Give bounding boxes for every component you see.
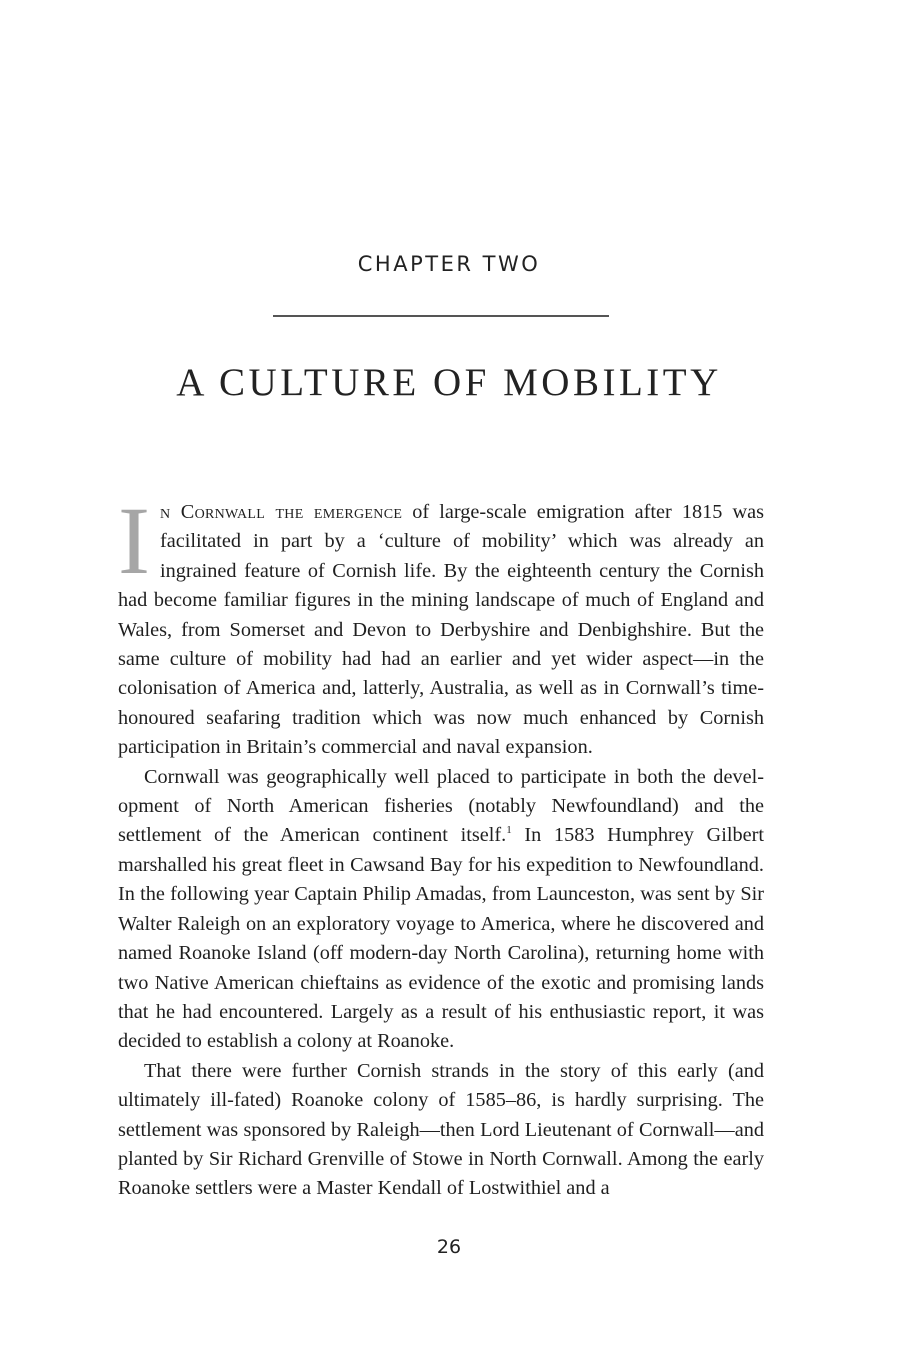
paragraph-2 [118, 763, 764, 1057]
drop-cap: I [118, 487, 150, 594]
paragraph-2-text-b: In 1583 Humphrey Gilbert marshalled his great fleet in Cawsand Bay for his expedition to Newfoundland. In the following year Captain Philip Amadas, from Launceston, was sent by Sir Walter Raleigh on an exploratory voyage to America, where he discovered and named Roanoke Island (off modern-day North Carolina), returning home with two Native American chieftains as evidence of the exotic and promising lands that he had encountered. Largely as a result of his enthusiastic report, it was decided to establish a colony at Roanoke. [118, 824, 764, 1053]
chapter-title: A CULTURE OF MOBILITY [176, 361, 722, 404]
paragraph-1-lead: n Cornwall the emergence [159, 501, 403, 523]
paragraph-3-text: That there were further Cornish strands in the story of this early (and ultimately ill-fated) Roanoke colony of 1585–86, is hardly surprising. The settlement was sponsored by Raleigh—then Lord Lieutenant of Cornwall—and planted by Sir Richard Grenville of Stowe in North Cornwall. Among the early Roanoke settlers were a Master Kendall of Lostwithiel and a [118, 1059, 764, 1200]
paragraph-1-text: of large-scale emigration after 1815 was facilitated in part by a ‘culture of mobility’ which was already an ingrained feature of Cornish life. By the eighteenth century the Cornish had become familiar figures in the mining landscape of much of England and Wales, from Somerset and Devon to Derbyshire and Denbighshire. But the same culture of mobility had had an earlier and yet wider aspect—in the colonisation of America and, latterly, Australia, as well as in Cornwall’s time-honoured seafaring tradition which was now much enhanced by Cornish participation in Britain’s commercial and naval expansion. [118, 501, 764, 759]
chapter-divider [273, 315, 609, 317]
body-text [118, 487, 764, 1204]
paragraph-1 [118, 487, 764, 763]
chapter-label: CHAPTER TWO [357, 252, 541, 276]
paragraph-3 [118, 1057, 764, 1204]
paragraph-2-text-a: Cornwall was geographically well placed to participate in both the development of North American fisheries (notably Newfoundland) and the settlement of the American continent itself. [118, 765, 764, 847]
page-number: 26 [436, 1236, 462, 1258]
footnote-marker: 1 [506, 824, 512, 837]
